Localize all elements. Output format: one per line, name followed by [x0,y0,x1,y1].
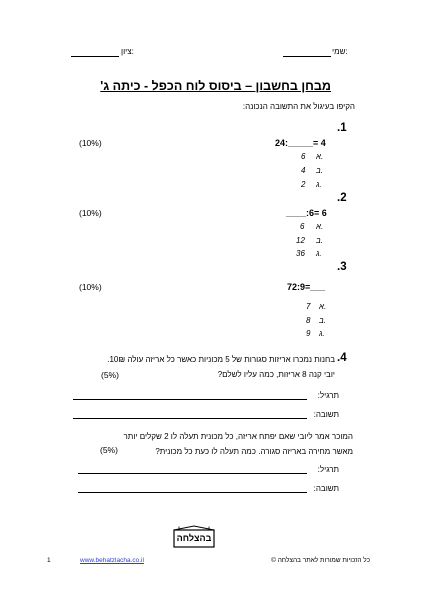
question-4-exercise-line-2[interactable] [78,473,307,474]
question-3-number: .3 [337,261,347,273]
question-3-option-a-letter[interactable]: א. [319,302,327,311]
question-4-text-2: יובי קנה 8 אריזות, כמה עליו לשלם? [217,370,335,379]
question-2-expression: ____:6= 6 [286,208,327,218]
question-3-percent: (10%) [79,282,102,292]
question-3-option-c-letter[interactable]: ג. [319,329,325,338]
question-4-exercise-line[interactable] [73,399,307,400]
instruction-text: הקיפו בעיגול את התשובה הנכונה: [242,102,355,111]
question-4-text-1: בחנות נמכרו אריזות סגורות של 5 מכוניות כאשר כל אריזה עולה 10₪. [107,355,335,364]
logo-text: בהצלחה [176,533,212,543]
question-2-option-b-value: 12 [296,236,305,245]
question-1-expression: 24:_____= 4 [275,138,326,148]
question-1-option-b-letter[interactable]: ב. [316,166,324,175]
grade-label: ציון: [121,47,134,56]
question-4-text-3: המוכר אמר ליובי שאם יפתח אריזה, כל מכונית תעלה לו 2 שקלים יותר [123,432,353,441]
question-4-answer-label-2: תשובה: [313,484,339,493]
question-1-option-b-value: 4 [301,166,306,175]
copyright-text: כל הזכויות שמורות לאתר בהצלחה © [271,557,370,564]
question-2-number: .2 [337,192,347,204]
site-link[interactable]: www.behatzlacha.co.il [80,557,144,564]
question-4-text-4: מאשר מחירה באריזה סגורה. כמה תעלה לו כעת כל מכונית? [155,447,353,456]
question-3-expression: 72:9=___ [287,282,326,292]
question-2-option-c-letter[interactable]: ג. [316,249,322,258]
question-2-option-b-letter[interactable]: ב. [316,236,324,245]
question-1-option-c-value: 2 [301,180,306,189]
question-3-option-a-value: 7 [306,302,311,311]
question-2-option-a-letter[interactable]: א. [316,222,324,231]
grade-field[interactable] [71,56,119,57]
page-number: 1 [47,557,51,564]
question-3-option-b-letter[interactable]: ב. [319,316,327,325]
question-4-answer-label: תשובה: [313,410,339,419]
question-1-option-a-letter[interactable]: א. [316,152,324,161]
page-title: מבחן בחשבון – ביסוס לוח הכפל - כיתה ג' [100,79,331,93]
question-1-percent: (10%) [79,138,102,148]
name-label: שמי: [332,47,348,56]
question-3-option-c-value: 9 [306,329,311,338]
behatzlacha-logo-icon [170,521,218,551]
question-4-number: .4 [337,352,347,364]
question-4-answer-line[interactable] [73,418,307,419]
question-4-exercise-label-2: תרגיל: [317,465,339,474]
name-field[interactable] [283,56,331,57]
question-4-answer-line-2[interactable] [78,492,307,493]
question-2-option-a-value: 6 [300,222,305,231]
question-4-exercise-label: תרגיל: [317,391,339,400]
question-3-option-b-value: 8 [306,316,311,325]
question-1-option-a-value: 6 [301,152,306,161]
question-4-percent-2: (5%) [100,445,118,455]
question-4-percent-1: (5%) [101,370,119,380]
question-1-number: .1 [337,122,347,134]
question-1-option-c-letter[interactable]: ג. [316,180,322,189]
question-2-percent: (10%) [79,208,102,218]
question-2-option-c-value: 36 [296,249,305,258]
